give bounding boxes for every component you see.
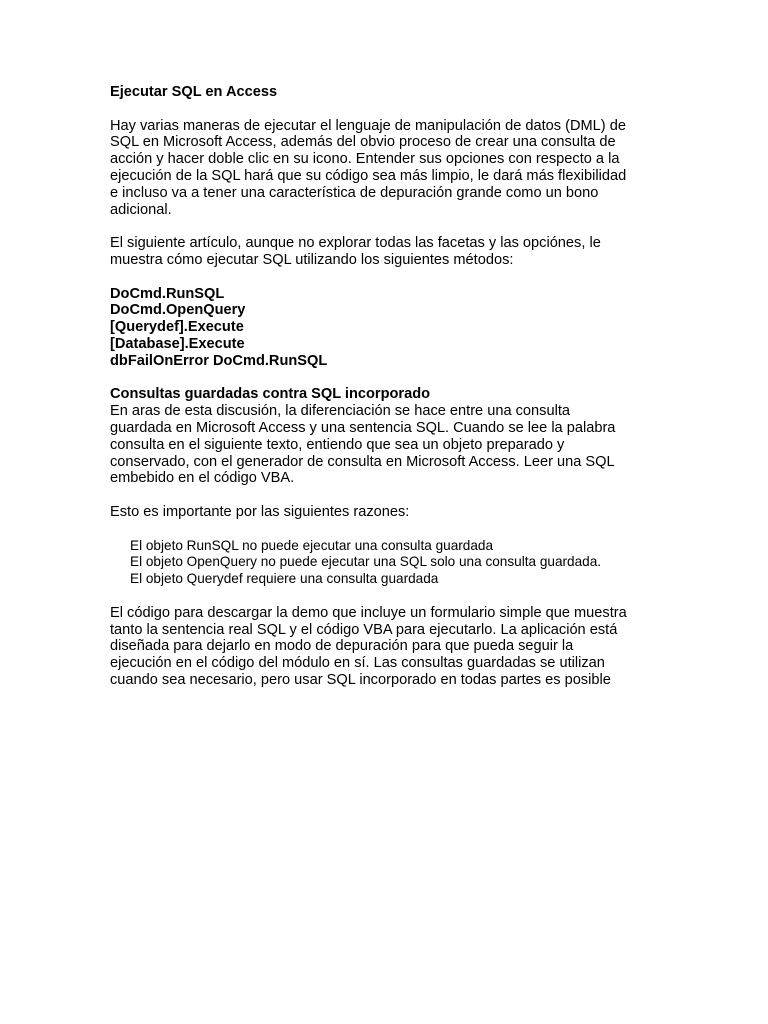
method-item: DoCmd.OpenQuery — [110, 302, 246, 319]
intro-line: SQL en Microsoft Access, además del obvio proceso de crear una consulta de — [110, 134, 616, 151]
section-line: En aras de esta discusión, la diferenciación se hace entre una consulta — [110, 403, 570, 420]
reason-item: El objeto OpenQuery no puede ejecutar una SQL solo una consulta guardada. — [130, 554, 602, 570]
method-item: DoCmd.RunSQL — [110, 285, 225, 302]
method-item: [Querydef].Execute — [110, 319, 244, 336]
intro-paragraph — [110, 118, 670, 219]
intro-line: adicional. — [110, 201, 172, 218]
methods-list — [110, 286, 670, 370]
reasons-list — [130, 538, 670, 588]
closing-line: ejecución en el código del módulo en sí. Las consultas guardadas se utilizan — [110, 655, 605, 672]
article-line: El siguiente artículo, aunque no explorar todas las facetas y las opciónes, le — [110, 235, 601, 252]
section-line: embebido en el código VBA. — [110, 470, 295, 487]
article-line: muestra cómo ejecutar SQL utilizando los siguientes métodos: — [110, 251, 514, 268]
document-page — [110, 84, 670, 705]
section-paragraph — [110, 403, 670, 487]
method-item: [Database].Execute — [110, 335, 245, 352]
section-heading: Consultas guardadas contra SQL incorporado — [110, 386, 431, 403]
closing-line: diseñada para dejarlo en modo de depuración para que pueda seguir la — [110, 638, 574, 655]
reason-item: El objeto Querydef requiere una consulta guardada — [130, 571, 439, 587]
intro-line: ejecución de la SQL hará que su código sea más limpio, le dará más flexibilidad — [110, 167, 627, 184]
document-title: Ejecutar SQL en Access — [110, 84, 278, 100]
closing-paragraph — [110, 605, 670, 689]
intro-line: Hay varias maneras de ejecutar el lenguaje de manipulación de datos (DML) de — [110, 117, 626, 134]
closing-line: El código para descargar la demo que incluye un formulario simple que muestra — [110, 604, 627, 621]
section-line: consulta en el siguiente texto, entiendo que sea un objeto preparado y — [110, 436, 565, 453]
reasons-intro: Esto es importante por las siguientes razones: — [110, 503, 410, 520]
intro-line: acción y hacer doble clic en su icono. Entender sus opciones con respecto a la — [110, 151, 620, 168]
reason-item: El objeto RunSQL no puede ejecutar una consulta guardada — [130, 537, 494, 553]
section-line: conservado, con el generador de consulta en Microsoft Access. Leer una SQL — [110, 453, 615, 470]
section-line: guardada en Microsoft Access y una sentencia SQL. Cuando se lee la palabra — [110, 419, 616, 436]
method-item: dbFailOnError DoCmd.RunSQL — [110, 352, 328, 369]
closing-line: tanto la sentencia real SQL y el código VBA para ejecutarlo. La aplicación está — [110, 621, 618, 638]
closing-line: cuando sea necesario, pero usar SQL incorporado en todas partes es posible — [110, 671, 611, 688]
article-paragraph — [110, 235, 670, 269]
intro-line: e incluso va a tener una característica de depuración grande como un bono — [110, 184, 599, 201]
